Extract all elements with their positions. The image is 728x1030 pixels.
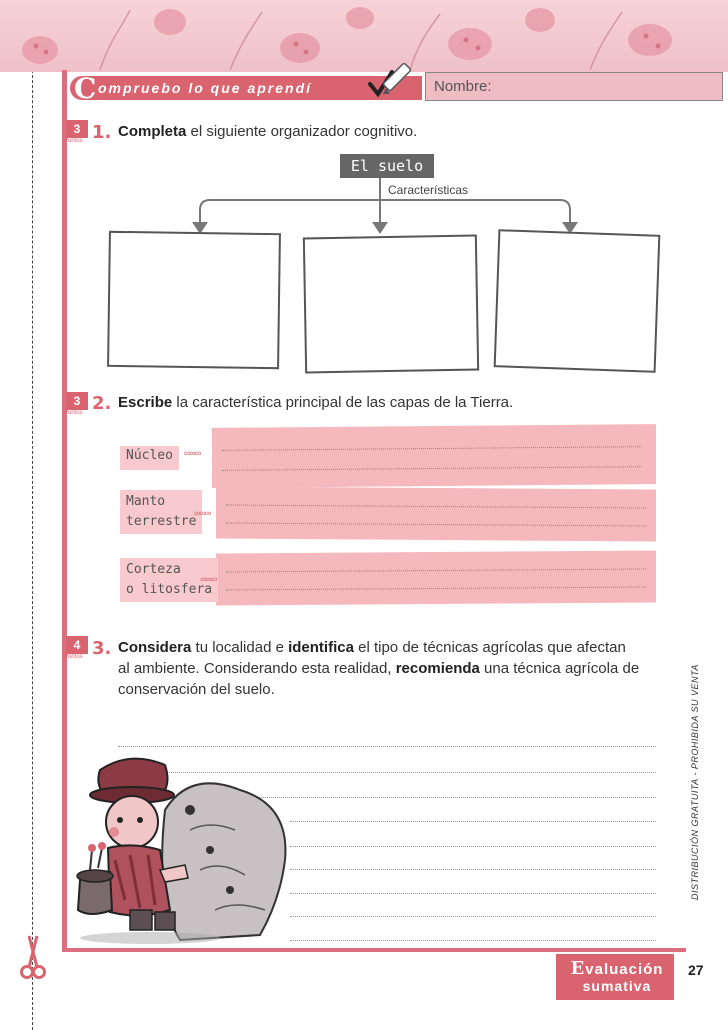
answer-line[interactable] bbox=[290, 940, 656, 941]
q3-text-4: una técnica agrícola de bbox=[479, 660, 640, 677]
name-field[interactable] bbox=[425, 72, 723, 101]
header-initial: C bbox=[74, 72, 97, 105]
q3-text-2: el tipo de técnicas agrícolas que afectan bbox=[353, 639, 626, 656]
layer-manto-line2: terrestre bbox=[126, 514, 197, 529]
chain-connector: ∞∞∞ bbox=[194, 508, 211, 518]
cut-guide-line bbox=[32, 0, 33, 1030]
evaluation-badge bbox=[556, 954, 674, 1000]
question-1-text bbox=[118, 121, 417, 142]
organizer-box-3[interactable] bbox=[494, 229, 661, 373]
question-2-text bbox=[118, 392, 513, 413]
answer-area-manto[interactable] bbox=[216, 486, 656, 541]
answer-line[interactable] bbox=[290, 846, 656, 847]
points-label-q1: Puntos bbox=[64, 138, 83, 144]
chain-connector: ∞∞∞ bbox=[184, 448, 201, 458]
answer-area-nucleo[interactable] bbox=[212, 424, 656, 488]
points-badge-q3: 4 bbox=[66, 636, 88, 654]
organizer-box-1[interactable] bbox=[107, 231, 281, 369]
scissors-icon bbox=[20, 932, 46, 980]
points-label-q3: Puntos bbox=[64, 654, 83, 660]
organizer-branch-label: Características bbox=[388, 183, 469, 197]
q1-verb: Completa bbox=[118, 123, 187, 140]
organizer-root: El suelo bbox=[340, 154, 434, 178]
points-badge-q2: 3 bbox=[66, 392, 88, 410]
answer-line[interactable] bbox=[118, 746, 656, 747]
layer-corteza-line2: o litosfera bbox=[126, 582, 213, 597]
layer-manto-line1: Manto bbox=[126, 494, 166, 509]
q3-text-5: conservación del suelo. bbox=[118, 681, 275, 698]
q3-verb-identifica: identifica bbox=[288, 639, 354, 656]
q1-rest: el siguiente organizador cognitivo. bbox=[186, 123, 418, 140]
question-number-3: 3. bbox=[92, 638, 112, 659]
page-frame-left bbox=[62, 70, 67, 950]
ladybug-banner-decoration bbox=[0, 0, 728, 72]
q3-verb-considera: Considera bbox=[118, 639, 192, 656]
distribution-note: DISTRIBUCIÓN GRATUITA - PROHIBIDA SU VENTA bbox=[690, 664, 700, 900]
q2-rest: la característica principal de las capas de la Tierra. bbox=[172, 394, 514, 411]
layer-corteza-line1: Corteza bbox=[126, 562, 181, 577]
eval-line1: valuación bbox=[585, 961, 664, 978]
question-number-1: 1. bbox=[92, 122, 112, 143]
layer-label-nucleo bbox=[120, 446, 179, 470]
q3-text-1: tu localidad e bbox=[191, 639, 289, 656]
page-number: 27 bbox=[688, 962, 704, 978]
q3-verb-recomienda: recomienda bbox=[395, 660, 480, 677]
organizer-connectors bbox=[180, 176, 600, 236]
answer-line[interactable] bbox=[290, 916, 656, 917]
points-badge-q1: 3 bbox=[66, 120, 88, 138]
question-number-2: 2. bbox=[92, 393, 112, 414]
eval-line2: sumativa bbox=[582, 978, 652, 994]
answer-line[interactable] bbox=[290, 869, 656, 870]
q2-verb: Escribe bbox=[118, 394, 173, 411]
answer-area-corteza[interactable] bbox=[216, 550, 656, 605]
answer-line[interactable] bbox=[290, 821, 656, 822]
child-gardening-illustration bbox=[70, 750, 300, 945]
q3-text-3: al ambiente. Considerando esta realidad, bbox=[118, 660, 396, 677]
chain-connector: ∞∞∞ bbox=[200, 574, 217, 584]
organizer-box-2[interactable] bbox=[303, 234, 479, 373]
points-label-q2: Puntos bbox=[64, 410, 83, 416]
eval-initial: E bbox=[570, 958, 586, 979]
answer-line[interactable] bbox=[290, 893, 656, 894]
header-title: ompruebo lo que aprendí bbox=[98, 80, 313, 96]
name-label: Nombre: bbox=[434, 78, 492, 95]
pencil-check-icon bbox=[366, 58, 422, 102]
layer-label-manto bbox=[120, 490, 202, 534]
layer-nucleo-line1: Núcleo bbox=[126, 448, 173, 463]
page-frame-bottom bbox=[62, 948, 686, 952]
question-3-text bbox=[118, 637, 658, 700]
